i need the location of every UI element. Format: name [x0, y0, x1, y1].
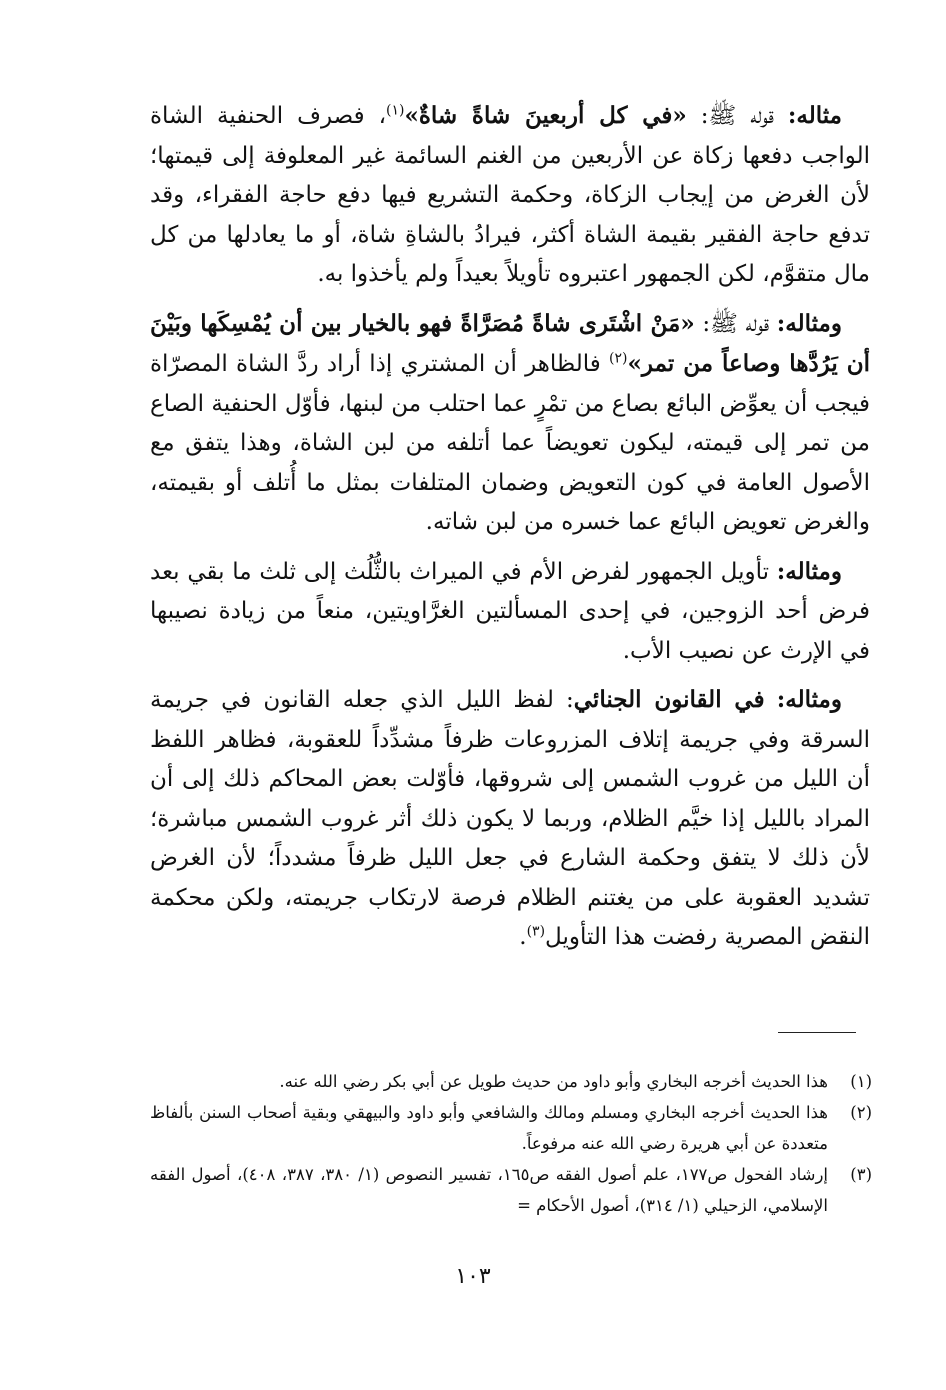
paragraph-tail: . — [519, 924, 527, 950]
footnote-text: هذا الحديث أخرجه البخاري ومسلم ومالك والشافعي وأبو داود والبيهقي وبقية أصحاب السنن بألفاظ متعددة عن أبي هريرة رضي الله عنه مرفوعاً. — [150, 1103, 828, 1153]
footnotes — [150, 1066, 872, 1221]
footnote-3 — [150, 1159, 872, 1221]
paragraph-intro: قوله ﷺ: — [694, 310, 777, 337]
hadith-quote: «في كل أربعينَ شاةً شاةٌ» — [404, 102, 687, 129]
footnote-1 — [150, 1066, 872, 1097]
paragraph-lead: مثاله: — [787, 102, 842, 129]
paragraph-3 — [150, 552, 870, 672]
paragraph-body: فالظاهر أن المشتري إذا أراد ردَّ الشاة المصرّاة فيجب أن يعوِّض البائع بصاع من تمْرٍ عما احتلب من لبنها، فأوّل الحنفية الصاع من تمر إلى قيمته، ليكون تعويضاً عما أتلفه من لبن الشاة، وهذا يتفق مع الأصول العامة في كون التعويض وضمان المتلفات بمثل ما أُتلف أو بقيمته، والغرض تعويض البائع عما خسره من لبن شاته. — [150, 351, 870, 535]
footnote-text: هذا الحديث أخرجه البخاري وأبو داود من حديث طويل عن أبي بكر رضي الله عنه. — [279, 1072, 828, 1091]
paragraph-body: تأويل الجمهور لفرض الأم في الميراث بالثُّلُث إلى ثلث ما بقي بعد فرض أحد الزوجين، في إحدى المسألتين الغرَّاويتين، منعاً من زيادة نصيبها في الإرث عن نصيب الأب. — [150, 558, 870, 664]
footnote-marker: (٣) — [526, 923, 546, 940]
main-text — [150, 96, 870, 967]
paragraph-intro: قوله ﷺ: — [686, 103, 788, 129]
section-topic: في القانون الجنائي — [573, 686, 765, 713]
paragraph-2 — [150, 304, 870, 543]
footnote-text: إرشاد الفحول ص١٧٧، علم أصول الفقه ص١٦٥، تفسير النصوص (١/ ٣٨٠، ٣٨٧، ٤٠٨)، أصول الفقه الإسلامي، الزحيلي (١/ ٣١٤)، أصول الأحكام = — [150, 1165, 829, 1215]
paragraph-body: : لفظ الليل الذي جعله القانون في جريمة السرقة وفي جريمة إتلاف المزروعات ظرفاً مشدِّداً للعقوبة، فظاهر اللفظ أن الليل من غروب الشمس إلى شروقها، فأوّلت بعض المحاكم ذلك إلى أن المراد بالليل إذا خيَّم الظلام، وربما لا يكون ذلك أثر غروب الشمس مباشرة؛ لأن ذلك لا يتفق وحكمة الشارع في جعل الليل ظرفاً مشدداً؛ لأن الغرض تشديد العقوبة على من يغتنم الظلام فرصة لارتكاب جريمته، ولكن محكمة النقض المصرية رفضت هذا التأويل — [150, 687, 870, 950]
footnote-2 — [150, 1097, 872, 1159]
footnote-marker: (٢) — [609, 350, 628, 367]
paragraph-lead: ومثاله: — [776, 309, 842, 337]
paragraph-lead: ومثاله: — [776, 557, 842, 585]
paragraph-lead: ومثاله: — [776, 686, 842, 713]
footnote-number: (٢) — [850, 1103, 872, 1122]
paragraph-body: ، فصرف الحنفية الشاة الواجب دفعها زكاة عن الأربعين من الغنم السائمة غير المعلوفة إلى قيمتها؛ لأن الغرض من إيجاب الزكاة، وحكمة التشريع فيها دفع حاجة الفقراء، وقد تدفع حاجة الفقير بقيمة الشاة أكثر، فيرادُ بالشاةِ شاة، أو ما يعادلها من كل مال متقوَّم، لكن الجمهور اعتبروه تأويلاً بعيداً ولم يأخذوا به. — [150, 103, 870, 287]
footnote-separator — [778, 1032, 856, 1033]
page-number: ١٠٣ — [455, 1264, 491, 1289]
footnote-number: (١) — [850, 1072, 872, 1091]
paragraph-intro — [765, 687, 777, 713]
hadith-quote: «مَنْ اشْتَرى شاةً مُصَرَّاةً فهو بالخيار بين أن يُمْسِكَها وبَيْنَ أن يَرُدَّها وصاعاً من تمر» — [150, 309, 870, 377]
footnote-marker: (١) — [386, 102, 405, 119]
footnote-number: (٣) — [850, 1165, 872, 1184]
paragraph-1 — [150, 96, 870, 295]
paragraph-4 — [150, 680, 870, 958]
